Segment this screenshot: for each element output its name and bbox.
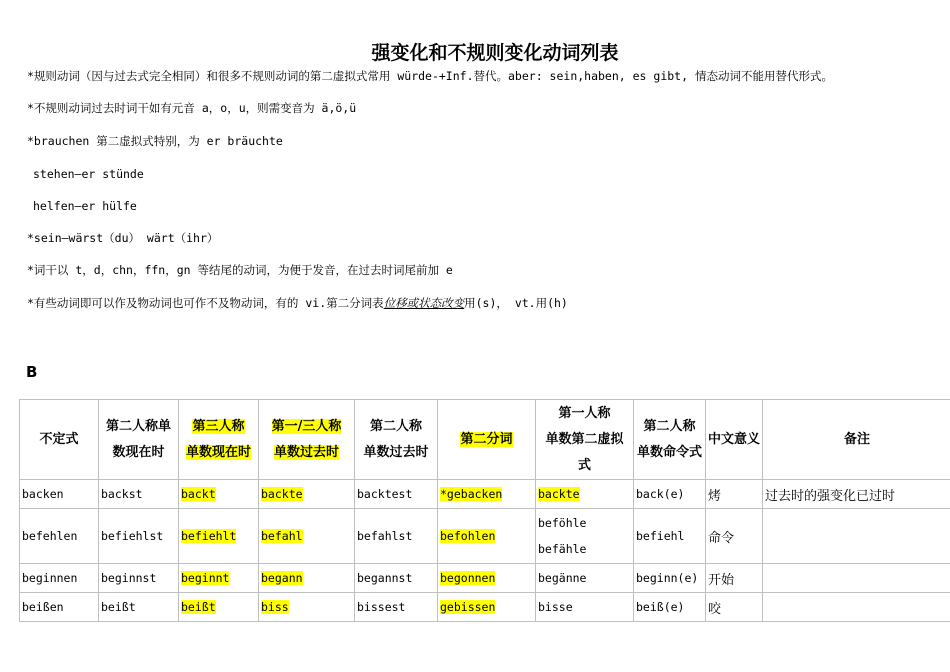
cell-participle: begonnen — [438, 564, 536, 593]
cell-du-past: befahlst — [355, 509, 438, 564]
cell-chinese: 烤 — [706, 480, 763, 509]
cell-du-present: backst — [99, 480, 179, 509]
header-konjunktiv-ii: 第一人称 单数第二虚拟 式 — [536, 400, 634, 480]
cell-du-present: befiehlst — [99, 509, 179, 564]
header-second-person-past: 第二人称 单数过去时 — [355, 400, 438, 480]
note-line-8 — [27, 295, 568, 311]
cell-konjunktiv: beföhle befähle — [536, 509, 634, 564]
cell-du-present: beißt — [99, 593, 179, 622]
cell-participle: befohlen — [438, 509, 536, 564]
cell-imperative: beginn(e) — [634, 564, 706, 593]
cell-chinese: 命令 — [706, 509, 763, 564]
table-row — [20, 480, 950, 509]
cell-participle: *gebacken — [438, 480, 536, 509]
section-letter: B — [26, 363, 38, 381]
header-past-participle: 第二分词 — [438, 400, 536, 480]
note-line-2: *不规则动词过去时词干如有元音 a，o，u，则需变音为 ä,ö,ü — [27, 101, 357, 115]
cell-remark — [763, 564, 950, 593]
cell-konjunktiv: bisse — [536, 593, 634, 622]
cell-imperative: back(e) — [634, 480, 706, 509]
cell-past: backte — [259, 480, 355, 509]
table-header-row — [20, 400, 950, 480]
cell-infinitive: beißen — [20, 593, 99, 622]
cell-remark — [763, 509, 950, 564]
note-line-4: stehen—er stünde — [33, 167, 144, 181]
header-remarks: 备注 — [763, 400, 950, 480]
header-chinese-meaning: 中文意义 — [706, 400, 763, 480]
cell-er-present: befiehlt — [179, 509, 259, 564]
cell-remark: 过去时的强变化已过时 — [763, 480, 950, 509]
note-line-6: *sein—wärst（du） wärt（ihr） — [27, 231, 219, 245]
note-line-8-emphasis: 位移或状态改变 — [383, 296, 465, 310]
table-row — [20, 509, 950, 564]
cell-er-present: backt — [179, 480, 259, 509]
cell-er-present: beißt — [179, 593, 259, 622]
cell-infinitive: befehlen — [20, 509, 99, 564]
cell-konjunktiv: begänne — [536, 564, 634, 593]
cell-konjunktiv: backte — [536, 480, 634, 509]
cell-chinese: 开始 — [706, 564, 763, 593]
header-imperative: 第二人称 单数命令式 — [634, 400, 706, 480]
cell-participle: gebissen — [438, 593, 536, 622]
cell-past: biss — [259, 593, 355, 622]
note-line-5: helfen—er hülfe — [33, 199, 137, 213]
header-first-third-past: 第一/三人称 单数过去时 — [259, 400, 355, 480]
cell-er-present: beginnt — [179, 564, 259, 593]
cell-past: befahl — [259, 509, 355, 564]
verb-table — [19, 399, 950, 622]
cell-infinitive: backen — [20, 480, 99, 509]
cell-infinitive: beginnen — [20, 564, 99, 593]
cell-remark — [763, 593, 950, 622]
header-second-person-present: 第二人称单 数现在时 — [99, 400, 179, 480]
cell-past: begann — [259, 564, 355, 593]
note-line-3: *brauchen 第二虚拟式特别，为 er bräuchte — [27, 134, 283, 148]
table-row — [20, 564, 950, 593]
cell-du-past: backtest — [355, 480, 438, 509]
cell-du-present: beginnst — [99, 564, 179, 593]
cell-imperative: befiehl — [634, 509, 706, 564]
table-row — [20, 593, 950, 622]
cell-chinese: 咬 — [706, 593, 763, 622]
note-line-8-text: *有些动词即可以作及物动词也可作不及物动词，有的 vi.第二分词表 — [27, 296, 384, 310]
note-line-1: *规则动词（因与过去式完全相同）和很多不规则动词的第二虚拟式常用 würde-+Inf.替代。aber: sein,haben, es gibt, 情态动词不能用替代形式。 — [27, 69, 833, 83]
note-line-7: *词干以 t，d，chn，ffn，gn 等结尾的动词，为便于发音，在过去时词尾前加 e — [27, 263, 453, 277]
header-infinitive: 不定式 — [20, 400, 99, 480]
cell-imperative: beiß(e) — [634, 593, 706, 622]
cell-du-past: begannst — [355, 564, 438, 593]
note-line-8-tail: 用(s)， vt.用(h) — [464, 296, 568, 310]
header-third-person-present: 第三人称 单数现在时 — [179, 400, 259, 480]
page-title: 强变化和不规则变化动词列表 — [371, 42, 619, 64]
cell-du-past: bissest — [355, 593, 438, 622]
